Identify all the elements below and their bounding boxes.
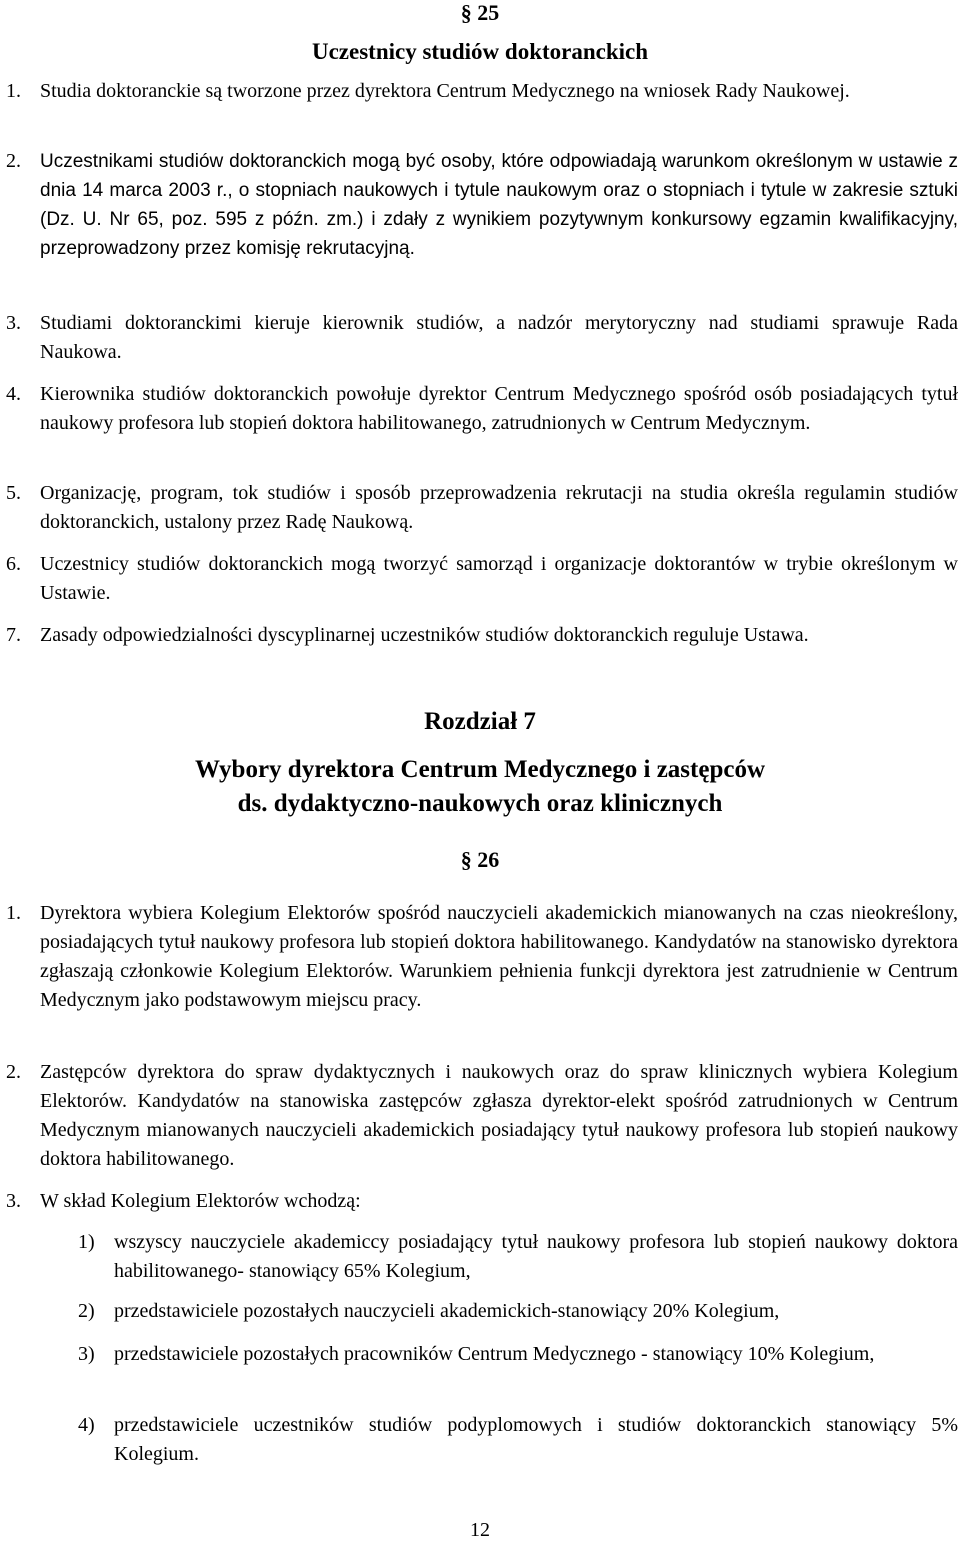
item-text: Zasady odpowiedzialności dyscyplinarnej uczestników studiów doktoranckich reguluje Ustawa. [40,624,809,646]
item-text: Kierownika studiów doktoranckich powołuje dyrektor Centrum Medycznego spośród osób posiadających tytuł naukowy profesora lub stopień doktora habilitowanego, zatrudnionych w Centrum Medycznym. [40,383,958,434]
section-sign-25: § 25 [460,0,500,25]
sub-item-text: przedstawiciele uczestników studiów podyplomowych i studiów doktoranckich stanowiący 5% Kolegium. [114,1414,958,1465]
sub-item-number: 2) [78,1300,95,1322]
item-number: 2. [6,1061,21,1083]
item-number: 2. [6,150,21,172]
item-number: 3. [6,1190,21,1212]
sub-item-number: 4) [78,1414,95,1436]
item-text: Organizację, program, tok studiów i sposób przeprowadzenia rekrutacji na studia określa regulamin studiów doktoranckich, ustalony przez Radę Naukową. [40,482,958,533]
chapter-label: Rozdział 7 [424,708,536,735]
sub-item-number: 3) [78,1343,95,1365]
item-number: 4. [6,383,21,405]
sub-item-text: przedstawiciele pozostałych nauczycieli akademickich-stanowiący 20% Kolegium, [114,1300,780,1322]
item-text: W skład Kolegium Elektorów wchodzą: [40,1190,361,1212]
item-text: Uczestnikami studiów doktoranckich mogą być osoby, które odpowiadają warunkom określonym w ustawie z dnia 14 marca 2003 r., o stopniach naukowych i tytule naukowym oraz o stopniach i tytule w zakresie sztuki (Dz. U. Nr 65, poz. 595 z późn. zm.) i zdały z wynikiem pozytywnym konkursowy egzamin kwalifikacyjny, przeprowadzony przez komisję rekrutacyjną. [40,151,958,259]
item-text: Studiami doktoranckimi kieruje kierownik studiów, a nadzór merytoryczny nad studiami sprawuje Rada Naukowa. [40,312,958,363]
section-sign-26: § 26 [460,847,500,872]
item-text: Uczestnicy studiów doktoranckich mogą tworzyć samorząd i organizacje doktorantów w trybie określonym w Ustawie. [40,553,958,604]
chapter-title-line1: Wybory dyrektora Centrum Medycznego i zastępców [194,756,766,783]
chapter-title-line2: ds. dydaktyczno-naukowych oraz klinicznych [237,790,723,817]
item-text: Zastępców dyrektora do spraw dydaktycznych i naukowych oraz do spraw klinicznych wybiera Kolegium Elektorów. Kandydatów na stanowiska zastępców zgłasza dyrektor-elekt spośród zatrudnionych w Centrum Medycznym mianowanych nauczycieli akademickich posiadający tytuł naukowy profesora lub stopień naukowy doktora habilitowanego. [40,1061,958,1170]
page-number: 12 [470,1519,490,1541]
item-number: 1. [6,902,21,924]
sub-item-text: przedstawiciele pozostałych pracowników Centrum Medycznego - stanowiący 10% Kolegium, [114,1343,875,1365]
item-text: Studia doktoranckie są tworzone przez dyrektora Centrum Medycznego na wniosek Rady Naukowej. [40,80,850,102]
item-number: 6. [6,553,21,575]
section-title: Uczestnicy studiów doktoranckich [311,39,649,64]
item-number: 5. [6,482,21,504]
item-number: 3. [6,312,21,334]
item-number: 1. [6,80,21,102]
sub-item-number: 1) [78,1231,95,1253]
item-text: Dyrektora wybiera Kolegium Elektorów spośród nauczycieli akademickich mianowanych na czas nieokreślony, posiadających tytuł naukowy profesora lub stopień doktora habilitowanego. Kandydatów na stanowisko dyrektora zgłaszają członkowie Kolegium Elektorów. Warunkiem pełnienia funkcji dyrektora jest zatrudnienie w Centrum Medycznym jako podstawowym miejscu pracy. [40,902,958,1011]
item-number: 7. [6,624,21,646]
sub-item-text: wszyscy nauczyciele akademiccy posiadający tytuł naukowy profesora lub stopień naukowy doktora habilitowanego- stanowiący 65% Kolegium, [114,1231,958,1282]
